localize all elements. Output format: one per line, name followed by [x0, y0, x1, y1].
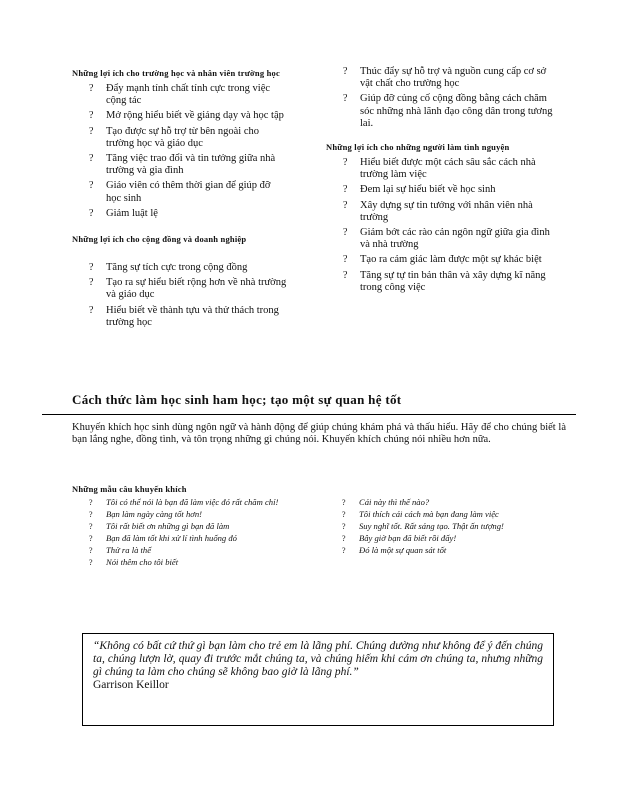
examples-left-list [89, 497, 299, 568]
right-column [326, 66, 556, 297]
examples-left-column [89, 497, 299, 569]
section-heading: Cách thức làm học sinh ham học; tạo một sự quan hệ tốt [72, 392, 402, 407]
list-item: ? Đó là một sự quan sát tốt [342, 545, 447, 555]
list-item: ? Tăng việc trao đổi và tin tưởng giữa nhà trường và gia đình [89, 153, 276, 177]
bullet-icon: ? [89, 304, 94, 316]
quote-box [82, 633, 554, 726]
bullet-icon: ? [89, 558, 93, 567]
bullet-icon: ? [89, 125, 94, 137]
list-item: ? Giảm luật lệ [89, 207, 158, 219]
community-benefits-title: Những lợi ích cho cộng đồng và doanh nghiệp [72, 234, 247, 245]
bullet-icon: ? [342, 498, 346, 507]
bullet-icon: ? [343, 269, 348, 281]
bullet-icon: ? [89, 522, 93, 531]
list-item: ? Bạn làm ngày càng tốt hơn! [89, 509, 202, 519]
list-item: ? Cái này thì thế nào? [342, 497, 430, 507]
bullet-icon: ? [342, 522, 346, 531]
bullet-icon: ? [343, 184, 348, 196]
examples-right-list [342, 497, 560, 556]
list-item: ? Tạo ra sự hiểu biết rộng hơn về nhà trường và giáo dục [89, 277, 287, 301]
bullet-icon: ? [343, 66, 348, 77]
list-item: ? Giúp đỡ củng cố cộng đồng bằng cách chăm sóc những nhà lãnh đạo công dân trong tương lai. [343, 93, 553, 129]
list-item: ? Tăng sự tự tin bản thân và xây dựng kĩ năng trong công việc [343, 269, 546, 293]
list-item: ? Giảm bớt các rào cản ngôn ngữ giữa gia đình và nhà trường [343, 227, 550, 251]
volunteer-benefits-list [343, 157, 556, 294]
examples-section [72, 484, 566, 498]
quote-text: “Không có bất cứ thứ gì bạn làm cho trẻ em là lãng phí. Chúng dường như không để ý đến chúng ta, chúng lượn lờ, quay đi trước mắt chúng ta, và chúng hiếm khi cám ơn chúng ta, nhưng những gì chúng ta làm cho chúng sẽ không bao giờ là lãng phí.” [93, 640, 543, 678]
list-item: ? Tạo ra cảm giác làm được một sự khác biệt [343, 254, 542, 266]
school-benefits-list [89, 83, 287, 220]
left-column [72, 68, 287, 332]
intro-paragraph: Khuyến khích học sinh dùng ngôn ngữ và hành động để giúp chúng khám phá và thấu hiểu. Hãy để cho chúng biết là bạn lắng nghe, đồng tình, và tôn trọng những gì chúng nói. Khuyến khích chúng nói nhiều hơn nữa. [72, 422, 566, 445]
bullet-icon: ? [343, 157, 348, 169]
bullet-icon: ? [89, 277, 94, 289]
list-item: ? Tôi có thể nói là bạn đã làm việc đó rất chăm chỉ! [89, 497, 279, 507]
examples-right-column [342, 497, 560, 557]
community-benefits-list [89, 262, 287, 329]
list-item: ? Nói thêm cho tôi biết [89, 557, 179, 567]
quote-author: Garrison Keillor [93, 679, 169, 691]
bullet-icon: ? [342, 534, 346, 543]
divider [42, 414, 576, 415]
list-item: ? Tôi thích cái cách mà bạn đang làm việc [342, 509, 499, 519]
list-item: ? Mở rộng hiểu biết về giảng dạy và học tập [89, 110, 284, 122]
bullet-icon: ? [89, 262, 94, 274]
bullet-icon: ? [89, 83, 94, 94]
bullet-icon: ? [343, 199, 348, 211]
list-item: ? Hiểu biết được một cách sâu sắc cách nhà trường làm việc [343, 157, 536, 181]
list-item: ? Đẩy mạnh tính chất tính cực trong việc cộng tác [89, 83, 271, 107]
bullet-icon: ? [89, 510, 93, 519]
bullet-icon: ? [89, 534, 93, 543]
list-item: ? Giáo viên có thêm thời gian để giúp đỡ học sinh [89, 180, 271, 204]
list-item: ? Tăng sự tích cực trong cộng đồng [89, 262, 248, 274]
bullet-icon: ? [343, 93, 348, 105]
volunteer-benefits-title: Những lợi ích cho những người làm tình nguyện [326, 142, 510, 153]
bullet-icon: ? [89, 180, 94, 192]
list-item: ? Thử ra là thế [89, 545, 152, 555]
list-item: ? Thúc đẩy sự hỗ trợ và nguồn cung cấp cơ sở vật chất cho trường học [343, 66, 547, 90]
list-item: ? Tôi rất biết ơn những gì bạn đã làm [89, 521, 230, 531]
bullet-icon: ? [89, 498, 93, 507]
bullet-icon: ? [89, 207, 94, 219]
bullet-icon: ? [89, 110, 94, 122]
bullet-icon: ? [89, 153, 94, 165]
list-item: ? Tạo được sự hỗ trợ từ bên ngoài cho trường học và giáo dục [89, 125, 259, 149]
list-item: ? Bây giờ bạn đã biết rồi đấy! [342, 533, 457, 543]
bullet-icon: ? [343, 227, 348, 239]
bullet-icon: ? [342, 546, 346, 555]
bullet-icon: ? [343, 254, 348, 266]
school-benefits-title: Những lợi ích cho trường học và nhân viên trường học [72, 68, 280, 78]
list-item: ? Hiểu biết về thành tựu và thử thách trong trường học [89, 304, 279, 328]
community-benefits-cont-list [343, 66, 556, 130]
list-item: ? Xây dựng sự tin tưởng với nhân viên nhà trường [343, 199, 533, 223]
list-item: ? Bạn đã làm tốt khi xử lí tình huống đó [89, 533, 237, 543]
examples-title: Những mẫu câu khuyến khích [72, 484, 187, 494]
bullet-icon: ? [89, 546, 93, 555]
bullet-icon: ? [342, 510, 346, 519]
list-item: ? Suy nghĩ tốt. Rất sáng tạo. Thật ấn tượng! [342, 521, 504, 531]
list-item: ? Đem lại sự hiểu biết về học sinh [343, 184, 496, 196]
